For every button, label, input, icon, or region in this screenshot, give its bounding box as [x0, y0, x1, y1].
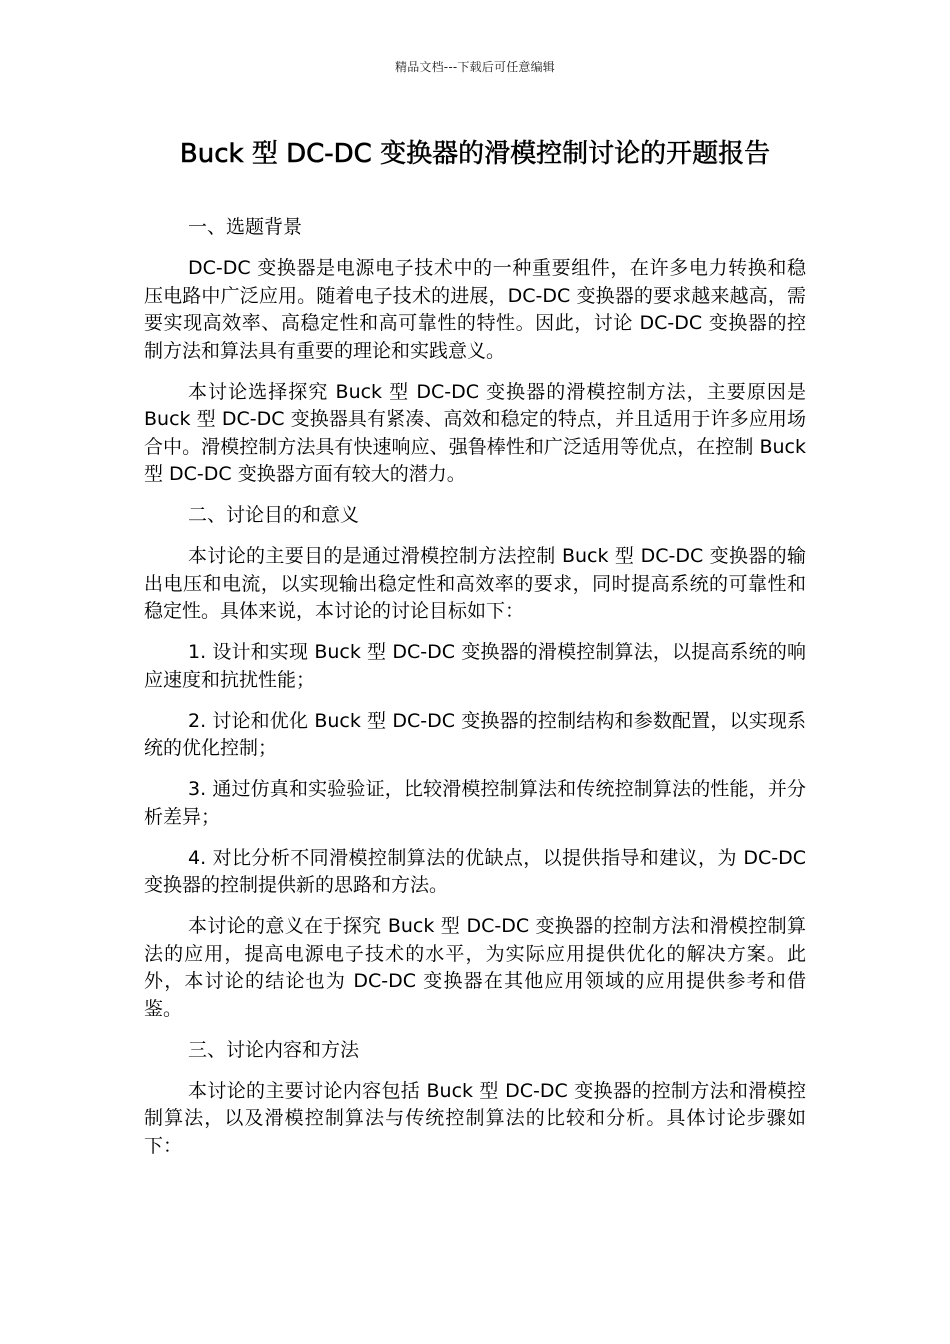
section-heading-background: 一、选题背景 — [188, 216, 303, 238]
paragraph: 本讨论的主要目的是通过滑模控制方法控制 Buck 型 DC-DC 变换器的输出电压和电流，以实现输出稳定性和高效率的要求，同时提高系统的可靠性和稳定性。具体来说，本讨论的讨论目标如下： — [144, 545, 806, 622]
list-item: 4. 对比分析不同滑模控制算法的优缺点，以提供指导和建议，为 DC-DC 变换器的控制提供新的思路和方法。 — [144, 846, 806, 896]
paragraph: 本讨论的主要讨论内容包括 Buck 型 DC-DC 变换器的控制方法和滑模控制算法，以及滑模控制算法与传统控制算法的比较和分析。具体讨论步骤如下： — [144, 1079, 806, 1157]
list-item: 1. 设计和实现 Buck 型 DC-DC 变换器的滑模控制算法，以提高系统的响应速度和抗扰性能； — [144, 641, 806, 691]
paragraph: 本讨论选择探究 Buck 型 DC-DC 变换器的滑模控制方法，主要原因是 Buck 型 DC-DC 变换器具有紧凑、高效和稳定的特点，并且适用于许多应用场合中。滑模控制方法具有快速响应、强鲁棒性和广泛适用等优点，在控制 Buck 型 DC-DC 变换器方面有较大的潜力。 — [144, 380, 806, 485]
paragraph: DC-DC 变换器是电源电子技术中的一种重要组件，在许多电力转换和稳压电路中广泛应用。随着电子技术的进展，DC-DC 变换器的要求越来越高，需要实现高效率、高稳定性和高可靠性的特性。因此，讨论 DC-DC 变换器的控制方法和算法具有重要的理论和实践意义。 — [144, 257, 806, 362]
section-heading-purpose: 二、讨论目的和意义 — [188, 504, 360, 526]
paragraph: 本讨论的意义在于探究 Buck 型 DC-DC 变换器的控制方法和滑模控制算法的应用，提高电源电子技术的水平，为实际应用提供优化的解决方案。此外，本讨论的结论也为 DC-DC 变换器在其他应用领域的应用提供参考和借鉴。 — [144, 915, 806, 1020]
list-item: 3. 通过仿真和实验验证，比较滑模控制算法和传统控制算法的性能，并分析差异； — [144, 778, 806, 828]
document-title: Buck 型 DC-DC 变换器的滑模控制讨论的开题报告 — [179, 139, 771, 169]
section-heading-content: 三、讨论内容和方法 — [188, 1038, 360, 1061]
header-note: 精品文档---下载后可任意编辑 — [395, 60, 555, 74]
list-item: 2. 讨论和优化 Buck 型 DC-DC 变换器的控制结构和参数配置，以实现系统的优化控制； — [144, 709, 806, 759]
document-body — [144, 214, 806, 1174]
